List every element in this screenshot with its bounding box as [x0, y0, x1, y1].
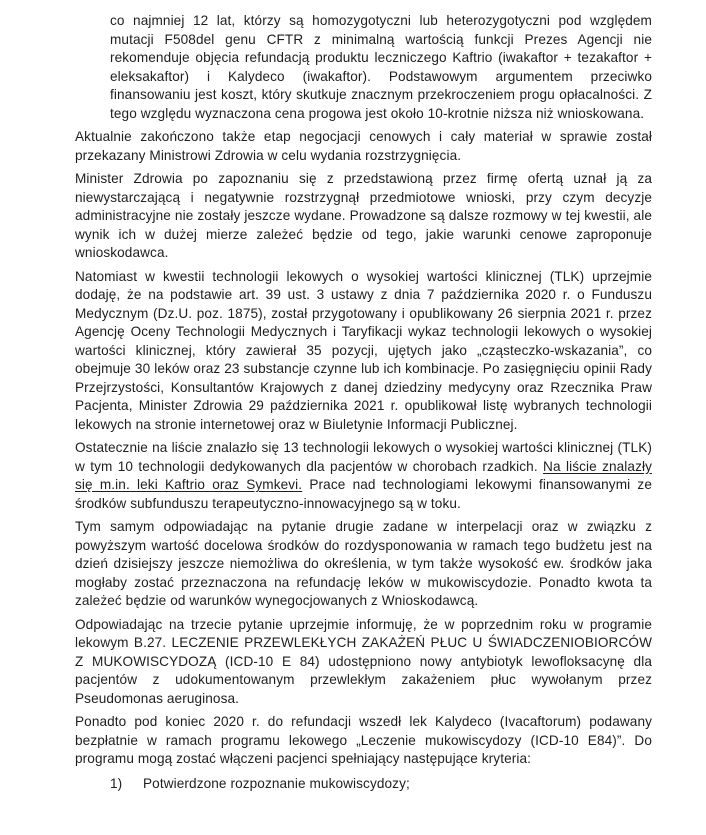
paragraph-tlk-list-publication: Natomiast w kwestii technologii lekowych o wysokiej wartości klinicznej (TLK) uprzejmie dodaję, że na podstawie art. 39 ust. 3 ustawy z dnia 7 października 2020 r. o Funduszu Medycznym (Dz.U. poz. 1875), został przygotowany i opublikowany 26 sierpnia 2021 r. przez Agencję Oceny Technologii Medycznych i Taryfikacji wykaz technologii lekowych o wysokiej wartości klinicznej, który zawierał 35 pozycji, ujętych jako „cząsteczko-wskazania”, co obejmuje 30 leków oraz 23 substancje czynne lub ich kombinacje. Po zasięgnięciu opinii Rady Przejrzystości, Konsultantów Krajowych z danej dziedziny medycyny oraz Rzecznika Praw Pacjenta, Minister Zdrowia 29 października 2021 r. opublikował listę wybranych technologii lekowych na stronie internetowej oraz w Biuletynie Informacji Publicznej.: [75, 268, 652, 432]
paragraph-agency-recommendation: co najmniej 12 lat, którzy są homozygotyczni lub heterozygotyczni pod względem mutacji F508del genu CFTR z minimalną wartością funkcji Prezes Agencji nie rekomenduje objęcia refundacją produktu leczniczego Kaftrio (iwakaftor + tezakaftor + eleksakaftor) i Kalydeco (iwakaftor). Podstawowym argumentem przeciwko finansowaniu jest koszt, który skutkuje znacznym przekroczeniem progu opłacalności. Z tego względu wyznaczona cena progowa jest około 10-krotnie niższa niż wnioskowana.: [110, 13, 652, 121]
paragraph-tlk-final-list: [75, 439, 652, 513]
tlk-final-list-text-after: Prace nad technologiami lekowymi finansowanymi ze środków subfunduszu terapeutyczno-innowacyjnego są w toku.: [75, 477, 652, 511]
underlined-sentence-kaftrio-symkevi: Na liście znalazły się m.in. leki Kaftrio oraz Symkevi.: [75, 458, 652, 492]
criteria-list: [110, 775, 652, 794]
paragraph-negotiations-status: Aktualnie zakończono także etap negocjacji cenowych i cały materiał w sprawie został przekazany Ministrowi Zdrowia w celu wydania rozstrzygnięcia.: [75, 129, 652, 163]
document-text-block: [75, 12, 652, 793]
tlk-final-list-text-before: Ostatecznie na liście znalazło się 13 technologii lekowych o wysokiej wartości klinicznej (TLK) w tym 10 technologii dedykowanych dla pacjentów w chorobach rzadkich.: [75, 440, 652, 474]
paragraph-kalydeco-reimbursement: Ponadto pod koniec 2020 r. do refundacji wszedł lek Kalydeco (Ivacaftorum) podawany bezpłatnie w ramach programu lekowego „Leczenie mukowiscydozy (ICD-10 E84)”. Do programu mogą zostać włączeni pacjenci spełniający następujące kryteria:: [75, 714, 652, 766]
paragraph-budget-answer: Tym samym odpowiadając na pytanie drugie zadane w interpelacji oraz w związku z powyższym wartość docelowa środków do rozdysponowania w ramach tego budżetu jest na dzień dzisiejszy jeszcze niemożliwa do określenia, w tym także wysokość ew. środków jaka mogłaby zostać przeznaczona na refundację leków w mukowiscydozie. Ponadto kwota ta zależeć będzie od warunków wynegocjowanych z Wnioskodawcą.: [75, 519, 652, 608]
list-item: [110, 775, 652, 794]
list-item-text: Potwierdzone rozpoznanie mukowiscydozy;: [143, 775, 410, 791]
list-item-marker: 1): [110, 775, 123, 791]
paragraph-drug-program-b27: Odpowiadając na trzecie pytanie uprzejmie informuję, że w poprzednim roku w programie lekowym B.27. LECZENIE PRZEWLEKŁYCH ZAKAŻEŃ PŁUC U ŚWIADCZENIOBIORCÓW Z MUKOWISCYDOZĄ (ICD-10 E 84) udostępniono nowy antybiotyk lewofloksacynę dla pacjentów z udokumentowanym przewlekłym zakażeniem płuc wywołanym przez Pseudomonas aeruginosa.: [75, 616, 652, 706]
paragraph-minister-decision: Minister Zdrowia po zapoznaniu się z przedstawioną przez firmę ofertą uznał ją za niewystarczającą i negatywnie rozstrzygnął przedmiotowe wnioski, przy czym decyzje administracyjne nie zostały jeszcze wydane. Prowadzone są dalsze rozmowy w tej kwestii, ale wynik ich w dużej mierze zależeć będzie od tego, jakie warunki cenowe zaproponuje wnioskodawca.: [75, 171, 652, 260]
